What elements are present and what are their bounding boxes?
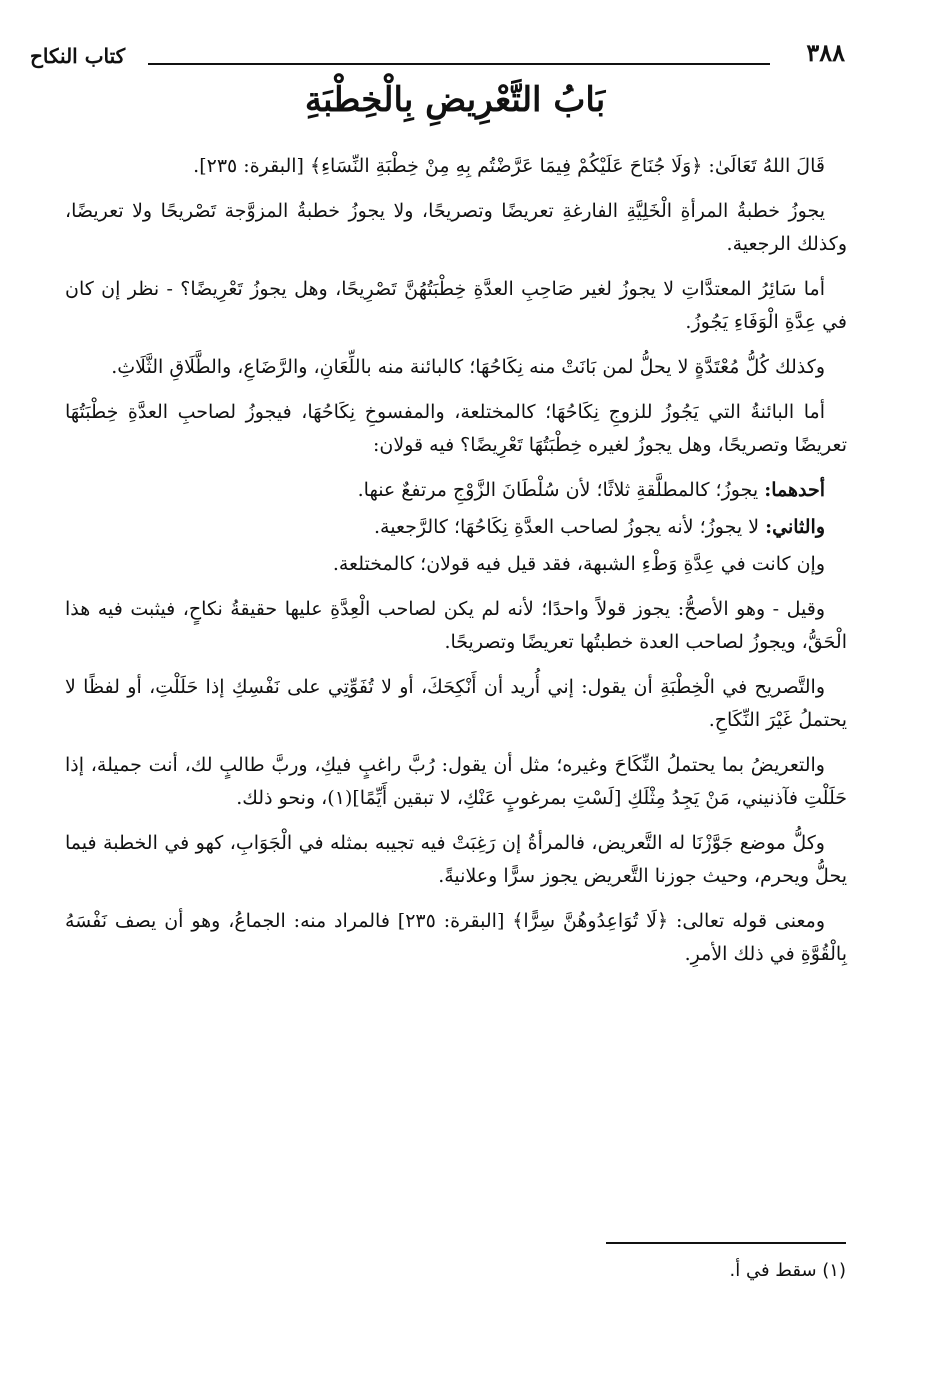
paragraph [65,749,847,815]
page-header [30,38,845,78]
paragraph-text: ومعنى قوله تعالى: ﴿لَا تُوَاعِدُوهُنَّ سِرًّا﴾ [البقرة: ٢٣٥] فالمراد منه: الجماعُ، وهو أن يصف نَفْسَهُ بِالْقُوَّةِ في ذلك الأمرِ. [65,910,847,965]
paragraph-lead: والثاني: [765,516,825,538]
header-rule [148,63,770,65]
paragraph-text: قَالَ اللهُ تَعَالَىٰ: ﴿وَلَا جُنَاحَ عَلَيْكُمْ فِيمَا عَرَّضْتُم بِهِ مِنْ خِطْبَةِ النِّسَاءِ﴾ [البقرة: ٢٣٥]. [193,155,825,177]
paragraph-lead: أحدهما: [764,479,825,501]
page-number: ٣٨٨ [806,38,845,67]
running-title: كتاب النكاح [30,44,126,68]
body-text [65,150,847,983]
paragraph-text: وكلُّ موضع جَوَّزْنَا له التَّعريض، فالمرأةُ إن رَغِبَتْ فيه تجيبه بمثله في الْجَوَابِ، كهو في الخطبة فيما يحلُّ ويحرم، وحيث جوزنا التَّعريض يجوز سرًّا وعلانيةً. [65,832,847,887]
paragraph-text: وإن كانت في عِدَّةِ وَطْءِ الشبهة، فقد قيل فيه قولان؛ كالمختلعة. [332,553,825,575]
paragraph [65,511,825,544]
paragraph-text: وقيل - وهو الأصحُّ: يجوز قولاً واحدًا؛ لأنه لم يكن لصاحب الْعِدَّةِ عليها حقيقةُ نكاحٍ، فيثبت فيه هذا الْحَقُّ، ويجوزُ لصاحب العدة خطبتُها تعريضًا وتصريحًا. [65,598,847,653]
paragraph-text: لا يجوزُ؛ لأنه يجوزُ لصاحب العدَّةِ نِكَاحُهَا؛ كالرَّجعية. [374,516,760,538]
paragraph-text: يجوزُ خطبةُ المرأةِ الْخَلِيَّةِ الفارغةِ تعريضًا وتصريحًا، ولا يجوزُ خطبةُ المزوَّجة تَصْريحًا ولا تعريضًا، وكذلك الرجعية. [65,200,847,255]
paragraph [65,593,847,659]
footnote: (١) سقط في أ. [729,1260,846,1281]
paragraph [65,396,847,462]
paragraph-text: والتَّصريح في الْخِطْبَةِ أن يقول: إني أُريد أن أَنْكِحَكَ، أو لا تُفَوِّتِي على نَفْسِكِ إذا حَلَلْتِ، أو لفظًا لا يحتملُ غَيْرَ النِّكَاحِ. [65,676,847,731]
paragraph [65,548,847,581]
paragraph-text: أما البائنةُ التي يَجُوزُ للزوجِ نِكَاحُهَا؛ كالمختلعة، والمفسوخِ نِكَاحُهَا، فيجوزُ لصاحبِ العدَّةِ خِطْبَتُهَا تعريضًا وتصريحًا، وهل يجوزُ لغيره خِطْبَتُهَا تَعْرِيضًا؟ فيه قولان: [65,401,847,456]
footnote-rule [606,1242,846,1244]
paragraph [65,150,847,183]
paragraph [65,827,847,893]
paragraph [65,671,847,737]
paragraph [65,195,847,261]
paragraph [65,905,847,971]
paragraph-text: والتعريضُ بما يحتملُ النِّكَاحَ وغيره؛ مثل أن يقول: رُبَّ راغبٍ فيكِ، وربَّ طالبٍ لك، أنت جميلة، إذا حَلَلْتِ فآذنيني، مَنْ يَجِدُ مِثْلَكِ [لَسْتِ بمرغوبٍ عَنْكِ، لا تبقين أَيِّمًا](١)، ونحو ذلك. [65,754,847,809]
paragraph-text: يجوزُ؛ كالمطلَّقةِ ثلاثًا؛ لأن سُلْطَانَ الزَّوْجِ مرتفعٌ عنها. [357,479,759,501]
chapter-title: بَابُ التَّعْرِيضِ بِالْخِطْبَةِ [304,80,606,120]
paragraph-text: أما سَائِرُ المعتدَّاتِ لا يجوزُ لغير صَاحِبِ العدَّةِ خِطْبَتُهُنَّ تَصْرِيحًا، وهل يجوزُ تَعْرِيضًا؟ - نظر إن كان في عِدَّةِ الْوَفَاءِ يَجُوزُ. [65,278,847,333]
paragraph-text: وكذلك كُلُّ مُعْتَدَّةٍ لا يحلُّ لمن بَانَتْ منه نِكَاحُهَا؛ كالبائنة منه باللِّعَانِ، والرَّضَاعِ، والطَّلَاقِ الثَّلَاثِ. [111,356,825,378]
paragraph [65,273,847,339]
paragraph [65,351,847,384]
paragraph [65,474,825,507]
